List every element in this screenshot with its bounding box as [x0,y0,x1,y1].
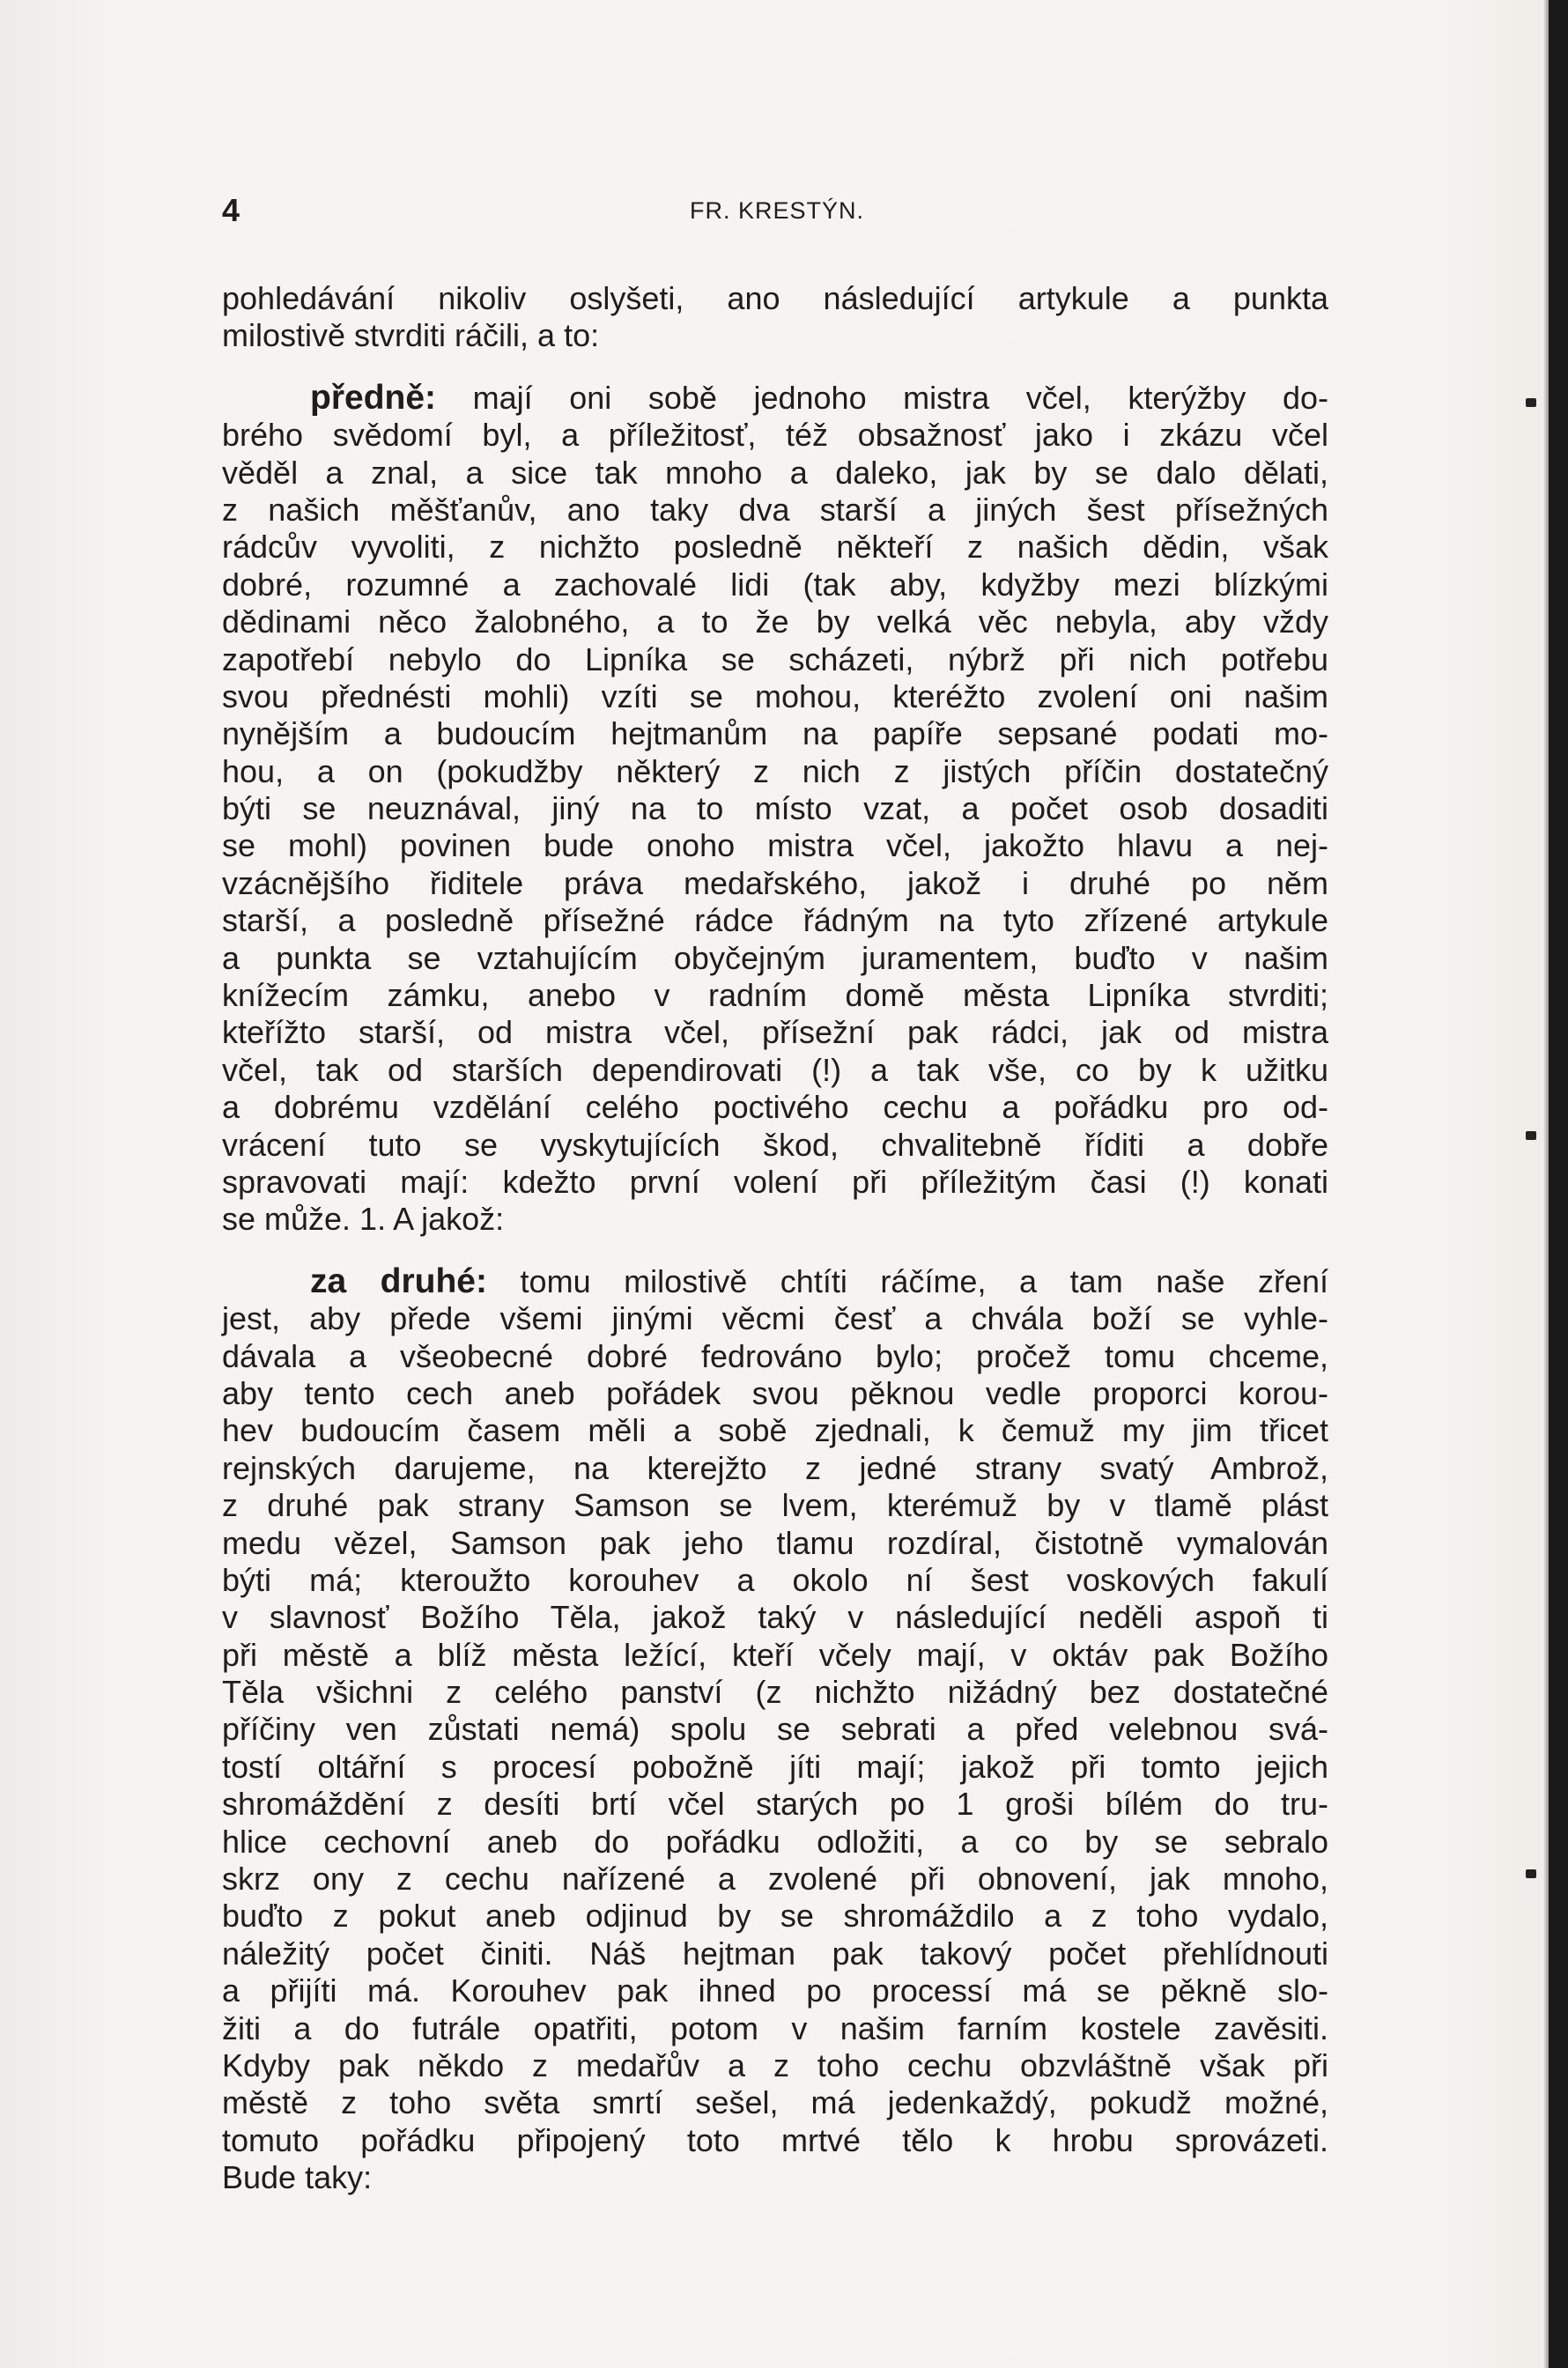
page-number: 4 [222,192,240,228]
text-line: vrácení tuto se vyskytujících škod, chvalitebně říditi a dobře [222,1126,1328,1163]
text-line: Těla všichni z celého panství (z nichžto nižádný bez dostatečné [222,1674,1328,1711]
page-edge-shadow [1549,0,1568,2368]
text-line: shromáždění z desíti brtí včel starých po 1 groši bílém do tru- [222,1786,1328,1823]
paragraph-za-druhe [222,1263,1328,2197]
text-line: svou přednésti mohli) vzíti se mohou, kteréžto zvolení oni našim [222,677,1328,714]
text-line: Bude taky: [222,2159,373,2196]
text-line: v slavnosť Božího Těla, jakož taký v následující neděli aspoň ti [222,1599,1328,1636]
section-heading: za druhé: [310,1262,487,1300]
text-line: aby tento cech aneb pořádek svou pěknou vedle proporci korou- [222,1374,1328,1411]
text-line: spravovati mají: kdežto první volení při příležitým časi (!) konati [222,1163,1328,1200]
text-line: příčiny ven zůstati nemá) spolu se sebrati a před velebnou svá- [222,1711,1328,1748]
text-line: skrz ony z cechu nařízené a zvolené při obnovení, jak mnoho, [222,1861,1328,1898]
text-line: kteřížto starší, od mistra včel, přísežní pak rádci, jak od mistra [222,1014,1328,1051]
text-line: a punkta se vztahujícím obyčejným juramentem, buďto v našim [222,939,1328,976]
page-header [222,192,1332,236]
text-line: hlice cechovní aneb do pořádku odložiti, a co by se sebralo [222,1823,1328,1860]
text-line: pohledávání nikoliv oslyšeti, ano následující artykule a punkta [222,280,1328,316]
text-line: při městě a blíž města ležící, kteří včely mají, v oktáv pak Božího [222,1636,1328,1673]
page-edge-gradient [1543,0,1549,2368]
section-heading: předně: [310,378,437,417]
paragraph-first-line [222,1263,1328,1300]
paragraph-predne [222,380,1328,1239]
text-line: milostivě stvrditi ráčili, a to: [222,317,600,354]
text-line: rádcův vyvoliti, z nichžto posledně někteří z našich dědin, však [222,529,1328,566]
text-line: brého svědomí byl, a příležitosť, též obsažnosť jako i zkázu včel [222,417,1328,454]
text-line: z druhé pak strany Samson se lvem, kterémuž by v tlamě plást [222,1487,1328,1524]
text-line: městě z toho světa smrtí sešel, má jedenkaždý, pokudž možné, [222,2084,1328,2121]
text-line: nynějším a budoucím hejtmanům na papíře sepsané podati mo- [222,715,1328,752]
body-text [222,280,1328,2197]
text-line: býti má; kteroužto korouhev a okolo ní šest voskových fakulí [222,1561,1328,1598]
text-line: tostí oltářní s procesí pobožně jíti mají; jakož při tomto jejich [222,1748,1328,1785]
text-line: dávala a všeobecné dobré fedrováno bylo; pročež tomu chceme, [222,1337,1328,1374]
text-line: zapotřebí nebylo do Lipníka se scházeti, nýbrž při nich potřebu [222,640,1328,677]
paragraph-intro [222,280,1328,355]
text-line: rejnských darujeme, na kterejžto z jedné strany svatý Ambrož, [222,1449,1328,1486]
text-line: starší, a posledně přísežné rádce řádným na tyto zřízené artykule [222,902,1328,939]
text-line: dědinami něco žalobného, a to že by velká věc nebyla, aby vždy [222,603,1328,640]
text-line: a dobrému vzdělání celého poctivého cechu a pořádku pro od- [222,1089,1328,1126]
text-line: věděl a znal, a sice tak mnoho a daleko, jak by se dalo dělati, [222,454,1328,491]
text-line: hou, a on (pokudžby některý z nich z jistých příčin dostatečný [222,752,1328,789]
margin-mark [1526,1869,1536,1878]
text-line: býti se neuznával, jiný na to místo vzat, a počet osob dosaditi [222,790,1328,827]
text-line: se může. 1. A jakož: [222,1201,505,1238]
margin-mark [1526,1131,1536,1140]
text-line: včel, tak od starších dependirovati (!) a tak vše, co by k užitku [222,1051,1328,1088]
text-line: náležitý počet činiti. Náš hejtman pak takový počet přehlídnouti [222,1935,1328,1972]
text-line: a přijíti má. Korouhev pak ihned po processí má se pěkně slo- [222,1972,1328,2009]
first-line-text: tomu milostivě chtíti ráčíme, a tam naše zření [486,1262,1328,1299]
text-line: Kdyby pak někdo z medařův a z toho cechu obzvláštně však při [222,2046,1328,2083]
text-line: se mohl) povinen bude onoho mistra včel, jakožto hlavu a nej- [222,827,1328,864]
text-line: knížecím zámku, anebo v radním domě města Lipníka stvrditi; [222,977,1328,1014]
text-line: dobré, rozumné a zachovalé lidi (tak aby, kdyžby mezi blízkými [222,566,1328,603]
text-line: buďto z pokut aneb odjinud by se shromáždilo a z toho vydalo, [222,1898,1328,1935]
text-line: tomuto pořádku připojený toto mrtvé tělo k hrobu sprovázeti. [222,2121,1328,2158]
margin-mark [1526,398,1536,407]
first-line-text: mají oni sobě jednoho mistra včel, kterýžby do- [436,379,1328,416]
paragraph-first-line [222,380,1328,417]
text-line: hev budoucím časem měli a sobě zjednali, k čemuž my jim třicet [222,1412,1328,1449]
text-line: z našich měšťanův, ano taky dva starší a jiných šest přísežných [222,491,1328,528]
running-head: FR. KRESTÝN. [689,197,865,224]
text-line: žiti a do futrále opatřiti, potom v našim farním kostele zavěsiti. [222,2009,1328,2046]
text-line: jest, aby přede všemi jinými věcmi česť a chvála boží se vyhle- [222,1300,1328,1337]
text-line: medu vězel, Samson pak jeho tlamu rozdíral, čistotně vymalován [222,1524,1328,1561]
text-line: vzácnějšího řiditele práva medařského, jakož i druhé po něm [222,864,1328,901]
